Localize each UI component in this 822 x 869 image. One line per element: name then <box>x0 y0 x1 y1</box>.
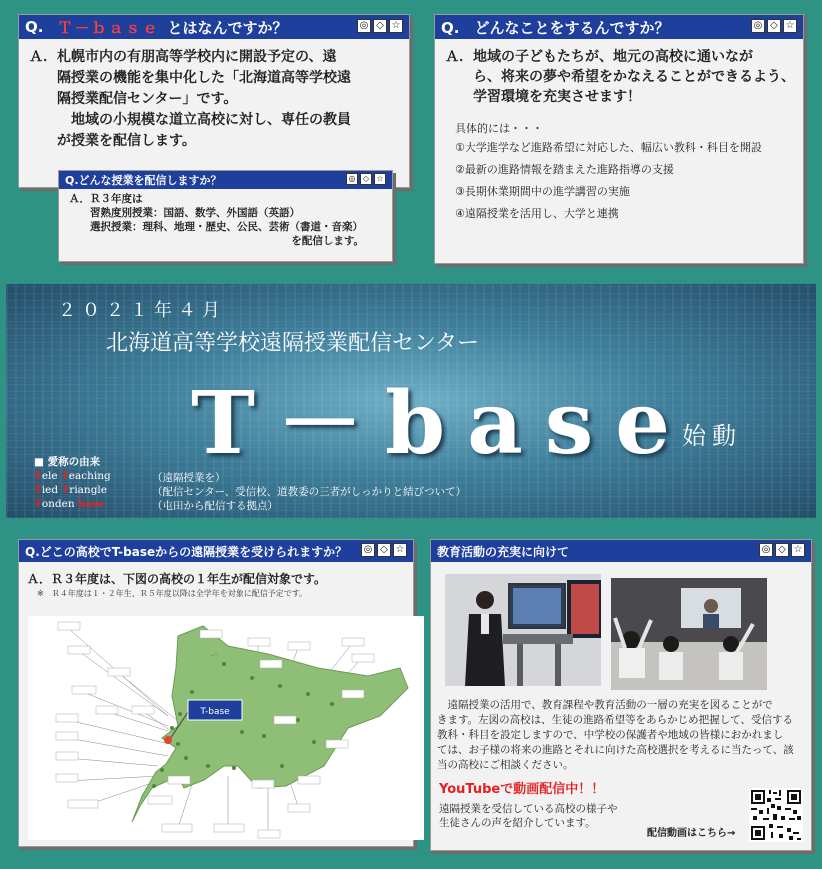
star-icon[interactable]: ☆ <box>374 173 386 185</box>
info-card-education <box>430 539 812 851</box>
youtube-description: 遠隔授業を受信している高校の様子や 生徒さんの声を紹介しています。 <box>439 803 618 829</box>
answer-text: Ａ．地域の子どもたちが、地元の高校に通いなが ら、将来の夢や希望をかなえることができるよう、 学習環境を充実させます！ <box>445 49 795 105</box>
diamond-icon[interactable]: ◇ <box>775 543 789 557</box>
teacher-photo-graphic <box>445 574 601 686</box>
classroom-photo-students <box>611 578 767 690</box>
qa-card-what-is-tbase <box>18 14 410 188</box>
star-icon[interactable]: ☆ <box>393 543 407 557</box>
diamond-icon[interactable]: ◇ <box>373 19 387 33</box>
star-icon[interactable]: ☆ <box>783 19 797 33</box>
qa-card-which-schools <box>18 539 414 847</box>
name-origin <box>34 454 466 512</box>
target-icon[interactable]: ◎ <box>751 19 765 33</box>
diamond-icon[interactable]: ◇ <box>377 543 391 557</box>
question-bar <box>435 15 803 39</box>
star-icon[interactable]: ☆ <box>791 543 805 557</box>
question-bar <box>59 171 392 189</box>
answer-note: ※ Ｒ４年度は１・２年生、Ｒ５年度以降は全学年を対象に配信予定です。 <box>37 589 308 598</box>
students-photo-graphic <box>611 578 767 690</box>
answer-text: Ａ．Ｒ３年度は、下図の高校の１年生が配信対象です。 <box>27 572 327 586</box>
banner-center-name: 北海道高等学校遠隔授業配信センター <box>106 331 480 356</box>
question-prefix: Q. <box>25 18 44 36</box>
question-highlight: Ｔ－ｂａｓｅ <box>57 18 160 37</box>
hokkaido-map-graphic <box>28 616 424 840</box>
answer-text: Ａ．Ｒ３年度は 習熟度別授業：国語、数学、外国語（英語） 選択授業：理科、地理・歴史、公民、芸術（書道・音楽） を配信します。 <box>69 193 364 247</box>
education-body-text: 遠隔授業の活用で、教育課程や教育活動の一層の充実を図ることがで きます。左図の高校は、生徒の進路希望等をあらかじめ把握して、受信する 教科・科目を設定しますので、中学校の保護者や地域の皆様におかれまし ては、お子様の将来の進路とそれに向けた高校選択を考えるに当たって、該 当の高校にご相談ください。 <box>437 699 794 771</box>
youtube-heading: YouTubeで動画配信中！！ <box>439 782 605 797</box>
origin-row: Tied Triangle （配信センター、受信校、道教委の三者がしっかりと結びついて） <box>34 484 467 498</box>
hokkaido-map <box>28 616 424 840</box>
origin-heading: ■ 愛称の由来 <box>34 456 101 468</box>
list-item: ①大学進学など進路希望に対応した、幅広い教科・科目を開設 <box>455 141 762 154</box>
qr-code-graphic <box>749 788 803 842</box>
banner-date: ２０２１年４月 <box>58 300 226 321</box>
banner-start-text: 始動 <box>682 422 742 450</box>
section-title: 教育活動の充実に向けて <box>437 544 570 559</box>
list-item: ③長期休業期間中の進学講習の実施 <box>455 185 630 198</box>
qr-code-icon[interactable] <box>749 788 803 842</box>
section-bar <box>431 540 811 562</box>
qa-card-subjects <box>58 170 393 262</box>
diamond-icon[interactable]: ◇ <box>360 173 372 185</box>
classroom-photo-teacher <box>445 574 601 686</box>
question-bar <box>19 15 409 39</box>
question-bar <box>19 540 413 562</box>
question-text: Q.どこの高校でT-baseからの遠隔授業を受けられますか？ <box>25 544 348 559</box>
question-text: Q.どんな授業を配信しますか？ <box>65 174 222 187</box>
star-icon[interactable]: ☆ <box>389 19 403 33</box>
origin-row: Tonden base （屯田から配信する拠点） <box>34 498 278 512</box>
target-icon[interactable]: ◎ <box>357 19 371 33</box>
banner-logo-text: T－base <box>191 373 692 474</box>
answer-text: Ａ．札幌市内の有朋高等学校内に開設予定の、遠 隔授業の機能を集中化した「北海道高等学校遠 隔授業配信センター」です。 地域の小規模な道立高校に対し、専任の教員 が授業を配信します。 <box>29 49 351 149</box>
diamond-icon[interactable]: ◇ <box>767 19 781 33</box>
origin-row: Tele Teaching （遠隔授業を） <box>34 470 226 484</box>
hero-banner <box>6 284 816 518</box>
target-icon[interactable]: ◎ <box>361 543 375 557</box>
question-suffix: とはなんですか？ <box>167 18 288 37</box>
map-tbase-label: T-base <box>200 707 230 717</box>
list-item: ④遠隔授業を活用し、大学と連携 <box>455 207 619 220</box>
list-item: ②最新の進路情報を踏まえた進路指導の支援 <box>455 163 674 176</box>
question-text: Q. どんなことをするんですか？ <box>441 18 670 37</box>
video-link[interactable]: 配信動画はこちら→ <box>647 828 736 839</box>
detail-list <box>435 107 803 225</box>
detail-intro: 具体的には・・・ <box>455 122 543 135</box>
target-icon[interactable]: ◎ <box>346 173 358 185</box>
target-icon[interactable]: ◎ <box>759 543 773 557</box>
qa-card-what-we-do <box>434 14 804 264</box>
